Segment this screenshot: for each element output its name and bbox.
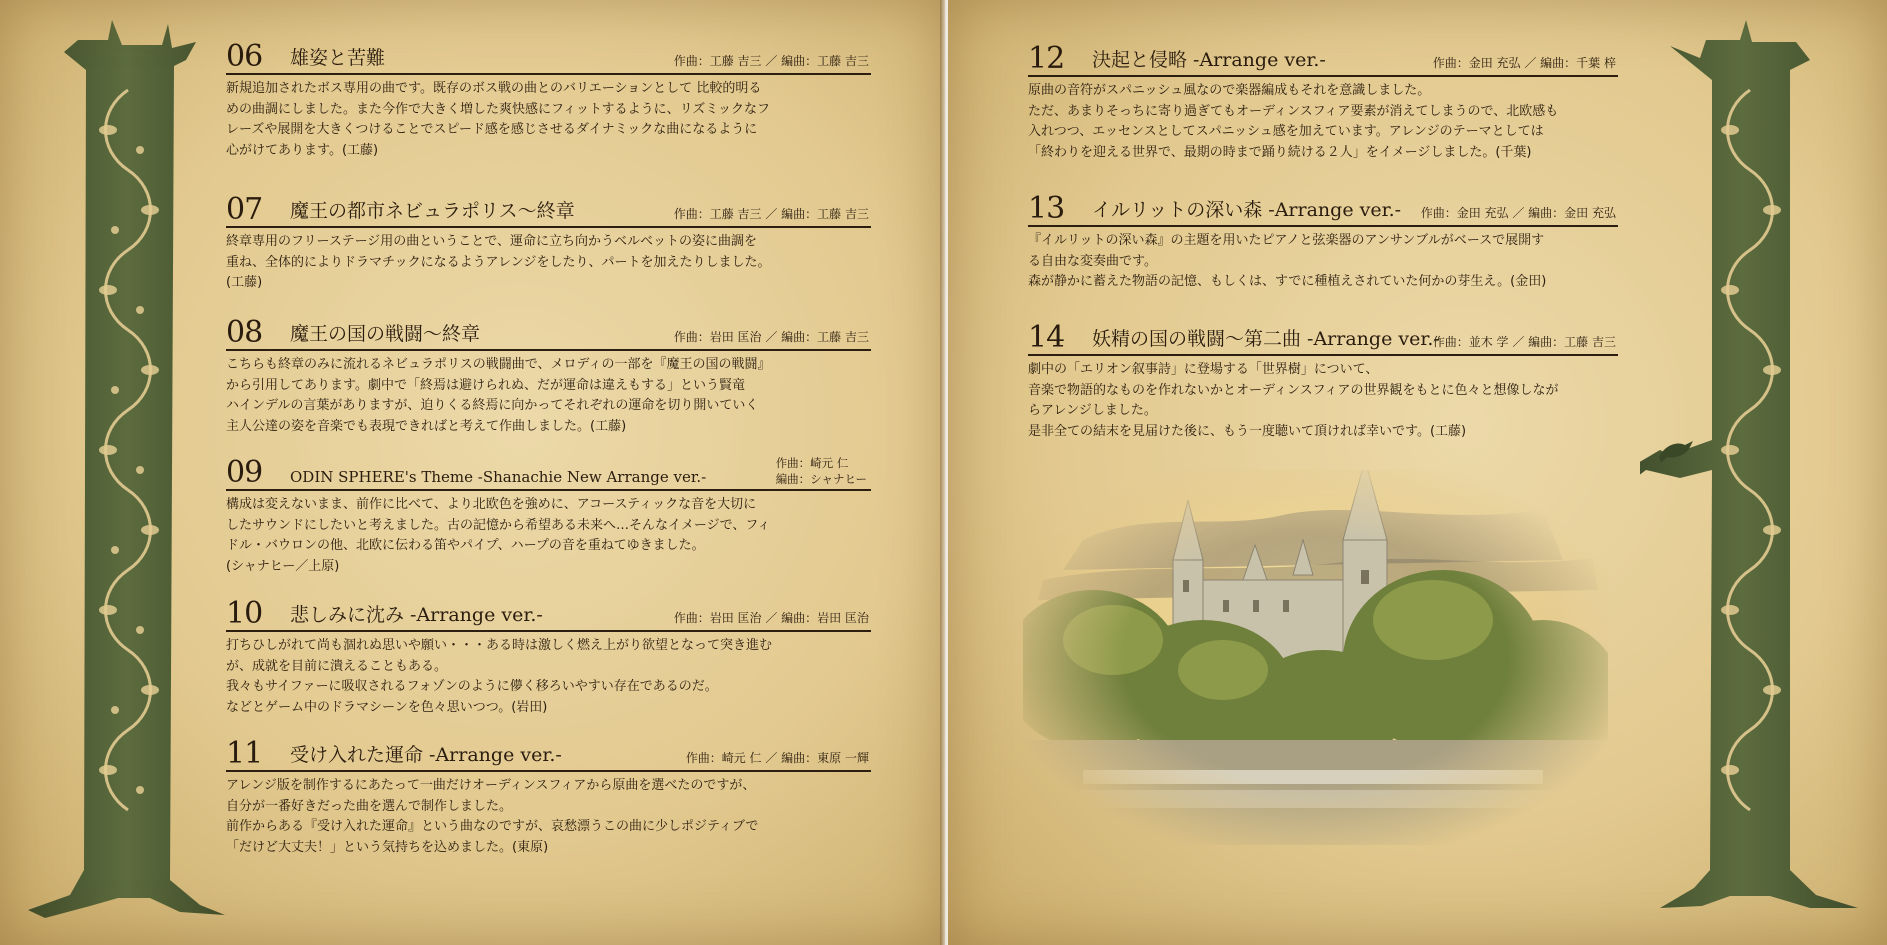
- track-credit: [776, 455, 867, 487]
- track-title: 受け入れた運命 -Arrange ver.-: [290, 744, 562, 766]
- track-header: [226, 593, 871, 632]
- description-line: ただ、あまりそっちに寄り過ぎてもオーディンスフィア要素が消えてしまうので、北欧感も: [1028, 103, 1559, 119]
- description-line: 劇中の「エリオン叙事詩」に登場する「世界樹」について、: [1028, 362, 1379, 377]
- track-header: [226, 36, 871, 75]
- description-line: から引用してあります。劇中で「終焉は避けられぬ、だが運命は違えもする」という賢竜: [226, 377, 745, 393]
- track-title: 決起と侵略 -Arrange ver.-: [1092, 49, 1326, 71]
- track-description: [226, 79, 871, 161]
- track-title: 妖精の国の戦闘～第二曲 -Arrange ver.-: [1092, 328, 1440, 350]
- description-line: めの曲調にしました。また今作で大きく増した爽快感にフィットするように、リズミックなフ: [226, 101, 771, 117]
- track-number: 12: [1028, 41, 1065, 76]
- description-line: 「だけど大丈夫！」という気持ちを込めました。(東原): [226, 839, 549, 855]
- description-line: ドル・バウロンの他、北欧に伝わる笛やパイプ、ハープの音を重ねてゆきました。: [226, 538, 705, 553]
- track-11: [226, 733, 871, 858]
- track-credit: 作曲：岩田 匡治 ／ 編曲：工藤 吉三: [673, 330, 869, 344]
- track-10: [226, 593, 871, 718]
- description-line: 重ね、全体的によりドラマチックになるようアレンジをしたり、パートを加えたりしました。: [226, 254, 771, 270]
- track-12: [1028, 38, 1618, 163]
- track-description: [1028, 360, 1618, 442]
- description-line: レーズや展開を大きくつけることでスピード感を感じさせるダイナミックな曲になるように: [226, 122, 758, 137]
- track-header: [1028, 38, 1618, 77]
- track-credit: 作曲：崎元 仁 ／ 編曲：東原 一輝: [685, 751, 869, 765]
- track-description: [226, 636, 871, 718]
- track-07: [226, 189, 871, 294]
- track-header: [226, 452, 871, 491]
- track-title: イルリットの深い森 -Arrange ver.-: [1092, 199, 1402, 221]
- track-credit: 作曲：並木 学 ／ 編曲：工藤 吉三: [1432, 335, 1616, 349]
- track-title: ODIN SPHERE's Theme -Shanachie New Arrange ver.-: [290, 468, 707, 486]
- tree-ornament: [0, 0, 230, 945]
- track-number: 08: [226, 315, 263, 350]
- track-number: 14: [1028, 320, 1065, 355]
- track-credit: 作曲：工藤 吉三 ／ 編曲：工藤 吉三: [673, 54, 869, 68]
- track-number: 06: [226, 39, 263, 74]
- description-line: が、成就を目前に潰えることもある。: [226, 658, 448, 674]
- track-credit: 作曲：工藤 吉三 ／ 編曲：工藤 吉三: [673, 207, 869, 221]
- description-line: (工藤): [226, 275, 263, 290]
- track-title: 魔王の都市ネビュラポリス～終章: [290, 200, 575, 222]
- description-line: アレンジ版を制作するにあたって一曲だけオーディンスフィアから原曲を選べたのですが、: [226, 778, 756, 793]
- track-credit: 作曲：金田 充弘 ／ 編曲：金田 充弘: [1420, 206, 1616, 220]
- description-line: 我々もサイファーに吸収されるフォゾンのように儚く移ろいやすい存在であるのだ。: [226, 679, 718, 694]
- track-header: [1028, 188, 1618, 227]
- track-credit: 作曲：金田 充弘 ／ 編曲：千葉 梓: [1432, 56, 1616, 70]
- description-line: (シャナヒー／上原): [226, 558, 340, 574]
- track-description: [226, 355, 871, 437]
- track-header: [1028, 317, 1618, 356]
- description-line: 自分が一番好きだった曲を選んで制作しました。: [226, 798, 513, 814]
- track-description: [1028, 231, 1618, 293]
- track-title: 悲しみに沈み -Arrange ver.-: [290, 604, 543, 626]
- track-08: [226, 312, 871, 437]
- track-description: [226, 495, 871, 577]
- track-13: [1028, 188, 1618, 293]
- description-line: 打ちひしがれて尚も涸れぬ思いや願い・・・ある時は激しく燃え上がり欲望となって突き進む: [226, 638, 773, 653]
- description-line: 新規追加されたボス専用の曲です。既存のボス戦の曲とのバリエーションとして 比較的明る: [226, 81, 762, 96]
- description-line: したサウンドにしたいと考えました。古の記憶から希望ある未来へ…そんなイメージで、フィ: [226, 517, 771, 533]
- description-line: 「終わりを迎える世界で、最期の時まで踊り続ける２人」をイメージしました。(千葉): [1028, 144, 1532, 160]
- description-line: 前作からある『受け入れた運命』という曲なのですが、哀愁漂うこの曲に少しポジティブで: [226, 819, 759, 834]
- track-number: 07: [226, 192, 263, 227]
- description-line: 終章専用のフリーステージ用の曲ということで、運命に立ち向かうベルベットの姿に曲調を: [226, 234, 758, 249]
- description-line: 森が静かに蓄えた物語の記憶、もしくは、すでに種植えされていた何かの芽生え。(金田): [1028, 274, 1547, 289]
- track-header: [226, 312, 871, 351]
- bird-icon: [1655, 435, 1695, 465]
- track-09: [226, 452, 871, 577]
- arranger-credit: 編曲：シャナヒー: [775, 472, 867, 486]
- track-credit: 作曲：岩田 匡治 ／ 編曲：岩田 匡治: [673, 611, 869, 625]
- description-line: ハインデルの言葉がありますが、迫りくる終焉に向かってそれぞれの運命を切り開いていく: [226, 398, 759, 413]
- track-title: 雄姿と苦難: [290, 47, 386, 69]
- track-number: 10: [226, 596, 263, 631]
- description-line: こちらも終章のみに流れるネビュラポリスの戦闘曲で、メロディの一部を『魔王の国の戦闘』: [226, 357, 771, 372]
- description-line: 『イルリットの深い森』の主題を用いたピアノと弦楽器のアンサンブルがベースで展開す: [1028, 233, 1545, 248]
- description-line: などとゲーム中のドラマシーンを色々思いつつ。(岩田): [226, 699, 548, 715]
- description-line: らアレンジしました。: [1028, 403, 1157, 418]
- description-line: 構成は変えないまま、前作に比べて、より北欧色を強めに、アコースティックな音を大切に: [226, 497, 757, 512]
- description-line: 主人公達の姿を音楽でも表現できればと考えて作曲しました。(工藤): [226, 418, 627, 434]
- track-description: [1028, 81, 1618, 163]
- track-number: 13: [1028, 191, 1065, 226]
- track-title: 魔王の国の戦闘～終章: [290, 323, 481, 345]
- description-line: 原曲の音符がスパニッシュ風なので楽器編成もそれを意識しました。: [1028, 83, 1431, 98]
- description-line: 是非全ての結末を見届けた後に、もう一度聴いて頂ければ幸いです。(工藤): [1028, 423, 1467, 439]
- track-number: 09: [226, 455, 263, 490]
- track-14: [1028, 317, 1618, 442]
- tree-ornament: [1640, 0, 1887, 945]
- track-description: [226, 232, 871, 294]
- track-description: [226, 776, 871, 858]
- description-line: 心がけてあります。(工藤): [226, 142, 379, 158]
- description-line: る自由な変奏曲です。: [1028, 253, 1157, 269]
- description-line: 音楽で物語的なものを作れないかとオーディンスフィアの世界観をもとに色々と想像しなが: [1028, 382, 1559, 398]
- track-06: [226, 36, 871, 161]
- track-number: 11: [226, 736, 263, 771]
- description-line: 入れつつ、エッセンスとしてスパニッシュ感を加えています。アレンジのテーマとしては: [1028, 124, 1544, 139]
- composer-credit: 作曲：崎元 仁: [775, 456, 849, 470]
- track-header: [226, 733, 871, 772]
- track-header: [226, 189, 871, 228]
- castle-illustration: [1023, 470, 1608, 845]
